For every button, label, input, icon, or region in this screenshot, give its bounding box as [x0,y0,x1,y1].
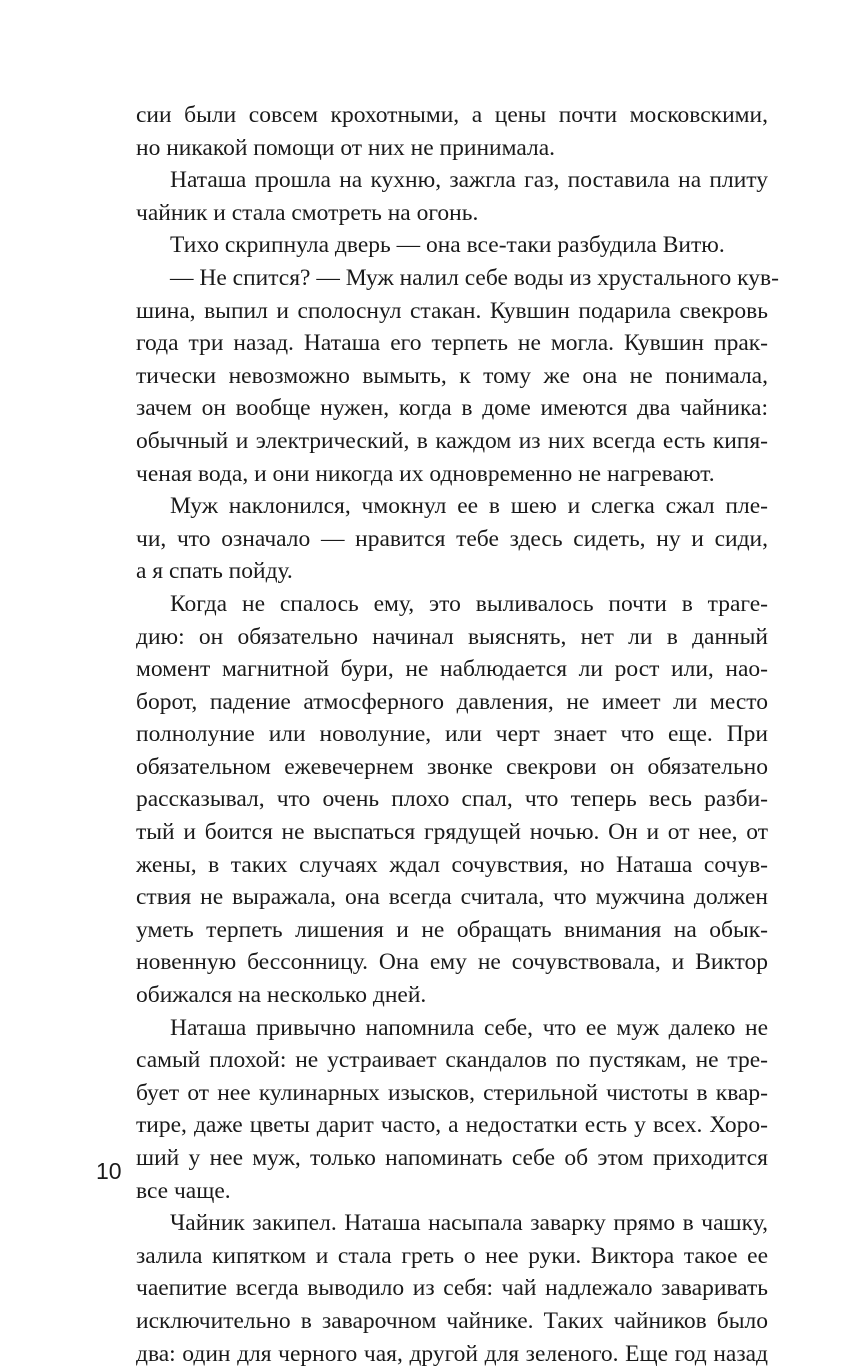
paragraph [136,490,768,588]
text-line: залила кипятком и стала греть о нее руки. Виктора такое ее [136,1242,768,1269]
text-line: тый и боится не выспаться грядущей ночью. Он и от нее, от [136,819,768,846]
text-line: два: один для черного чая, другой для зеленого. Еще год назад [136,1340,768,1367]
text-line: — Не спится? — Муж налил себе воды из хрустального кув- [170,264,779,291]
paragraph [136,262,779,490]
text-line: уметь терпеть лишения и не обращать внимания на обык- [136,916,768,943]
paragraph [136,229,768,262]
paragraph [136,164,768,229]
text-line: жены, в таких случаях ждал сочувствия, но Наташа сочув- [136,851,768,878]
text-line: самый плохой: не устраивает скандалов по пустякам, не тре- [136,1047,768,1074]
text-line: Тихо скрипнула дверь — она все-таки разбудила Витю. [170,232,725,259]
text-line: чи, что означало — нравится тебе здесь сидеть, ну и сиди, [136,525,768,552]
text-line: дию: он обязательно начинал выяснять, нет ли в данный [136,623,768,650]
text-line: тире, даже цветы дарит часто, а недостатки есть у всех. Хоро- [136,1112,768,1139]
text-line: года три назад. Наташа его терпеть не могла. Кувшин прак- [136,330,768,357]
paragraph [136,1012,768,1208]
text-line: ший у нее муж, только напоминать себе об этом приходится [136,1145,768,1171]
text-line: сии были совсем крохотными, а цены почти московскими, [136,102,768,128]
text-line: шина, выпил и сполоснул стакан. Кувшин подарила свекровь [136,297,768,324]
text-line: бует от нее кулинарных изысков, стерильной чистоты в квар- [136,1079,768,1106]
text-line: обычный и электрический, в каждом из них всегда есть кипя- [136,427,768,454]
text-line: рассказывал, что очень плохо спал, что теперь весь разби- [136,786,768,813]
text-line: а я спать пойду. [136,558,293,585]
text-line: Когда не спалось ему, это выливалось почти в траге- [170,590,768,617]
text-line: обязательном ежевечернем звонке свекрови он обязательно [136,753,768,780]
body-text [136,99,779,1370]
text-line: обижался на несколько дней. [136,982,427,1009]
text-line: ченая вода, и они никогда их одновременно не нагревают. [136,460,715,487]
text-line: борот, падение атмосферного давления, не имеет ли место [136,688,768,715]
paragraph [136,99,768,164]
text-line: Наташа прошла на кухню, зажгла газ, поставила на плиту [170,167,768,194]
text-line: Наташа привычно напомнила себе, что ее муж далеко не [170,1014,768,1041]
paragraph [136,588,768,1012]
text-line: полнолуние или новолуние, или черт знает что еще. При [136,721,768,748]
text-line: все чаще. [136,1177,231,1204]
page-number: 10 [96,1158,122,1184]
text-line: тически невозможно вымыть, к тому же она не понимала, [136,362,768,389]
text-line: зачем он вообще нужен, когда в доме имеются два чайника: [136,395,768,422]
text-line: чаепитие всегда выводило из себя: чай надлежало заваривать [136,1275,768,1302]
text-line: Чайник закипел. Наташа насыпала заварку прямо в чашку, [170,1210,768,1237]
text-line: момент магнитной бури, не наблюдается ли рост или, нао- [136,656,768,683]
text-line: исключительно в заварочном чайнике. Таких чайников было [136,1307,768,1334]
text-line: ствия не выражала, она всегда считала, что мужчина должен [136,884,768,911]
text-line: новенную бессонницу. Она ему не сочувствовала, и Виктор [136,949,768,976]
text-line: чайник и стала смотреть на огонь. [136,199,479,226]
text-line: но никакой помощи от них не принимала. [136,134,555,161]
paragraph [136,1207,768,1370]
text-line: Муж наклонился, чмокнул ее в шею и слегка сжал пле- [170,493,768,520]
